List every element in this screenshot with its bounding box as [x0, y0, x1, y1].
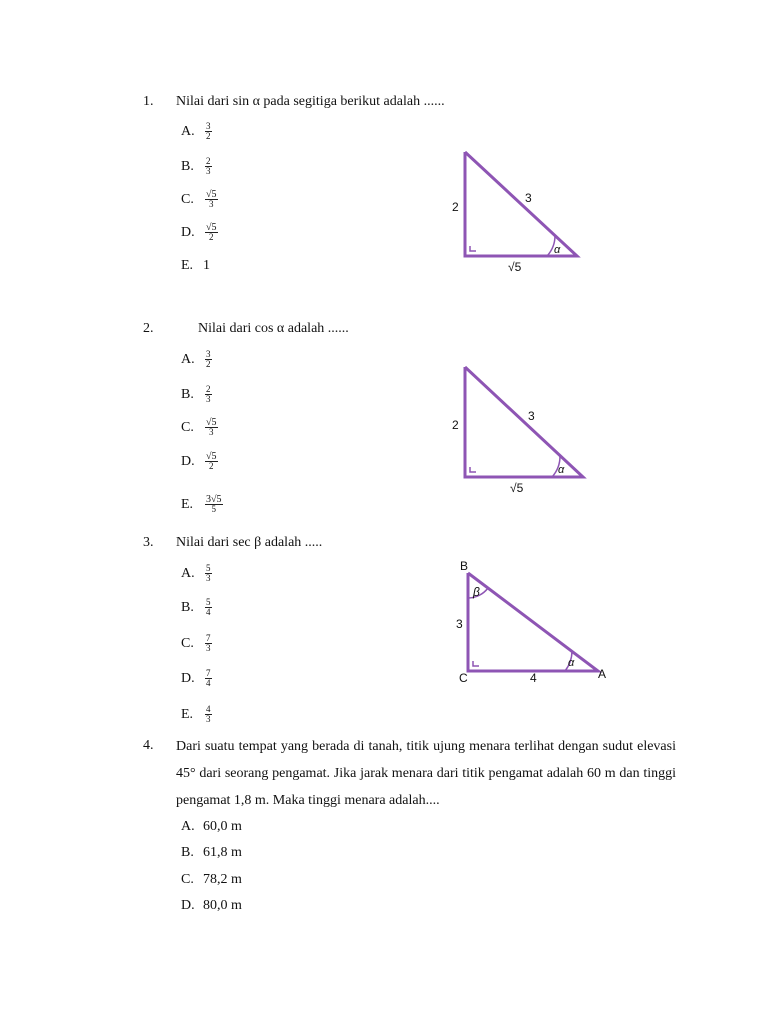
side-label-base: √5: [508, 260, 522, 274]
option-letter: B.: [181, 599, 194, 615]
q2-option-c[interactable]: [181, 418, 218, 437]
q3-triangle-figure: [450, 556, 620, 691]
fraction: $\frac{√5}{3}$: [206, 417, 217, 437]
right-angle-mark: [470, 246, 476, 251]
question-1-text: Nilai dari sin α pada segitiga berikut adalah ......: [176, 94, 445, 109]
q1-option-a[interactable]: [181, 122, 212, 141]
side-label-base: 4: [530, 671, 537, 685]
fraction: $\frac{2}{3}$: [206, 156, 211, 176]
question-2-text: Nilai dari cos α adalah ......: [198, 321, 349, 336]
q1-triangle-figure: [440, 140, 600, 280]
option-letter: A.: [181, 351, 195, 367]
q2-option-d[interactable]: [181, 452, 218, 471]
fraction: $\frac{7}{4}$: [206, 668, 211, 688]
vertex-label-c: C: [459, 671, 468, 685]
angle-label-alpha: α: [558, 464, 565, 476]
q2-triangle-figure: [440, 355, 600, 500]
q3-option-b[interactable]: [181, 598, 212, 617]
triangle-sides: [465, 367, 583, 477]
option-letter: E.: [181, 258, 194, 273]
q2-option-b[interactable]: [181, 385, 212, 404]
option-letter: E.: [181, 496, 194, 512]
option-letter: B.: [181, 845, 194, 860]
vertex-label-a: A: [598, 667, 607, 681]
option-letter: B.: [181, 386, 194, 402]
option-letter: A.: [181, 565, 195, 581]
question-4-number: 4.: [143, 738, 154, 753]
q3-option-e[interactable]: [181, 705, 212, 724]
fraction: $\frac{7}{3}$: [206, 633, 211, 653]
option-letter: C.: [181, 872, 194, 887]
option-letter: D.: [181, 453, 195, 469]
question-3-text: Nilai dari sec β adalah .....: [176, 535, 323, 550]
option-letter: C.: [181, 635, 194, 651]
option-value: 60,0 m: [203, 819, 242, 834]
question-2-number: 2.: [143, 321, 154, 336]
q2-option-e[interactable]: [181, 495, 223, 514]
option-value: 61,8 m: [203, 845, 242, 860]
side-label-vertical: 2: [452, 200, 459, 214]
right-angle-mark: [473, 661, 479, 666]
option-letter: D.: [181, 224, 195, 240]
angle-label-alpha: α: [554, 244, 561, 256]
side-label-vertical: 3: [456, 617, 463, 631]
option-value: 1: [203, 258, 210, 273]
option-letter: C.: [181, 191, 194, 207]
q4-option-c[interactable]: [181, 872, 242, 888]
side-label-hypotenuse: 3: [528, 409, 535, 423]
fraction: $\frac{5}{3}$: [206, 563, 211, 583]
option-letter: B.: [181, 158, 194, 174]
side-label-vertical: 2: [452, 418, 459, 432]
q1-option-b[interactable]: [181, 157, 212, 176]
option-letter: E.: [181, 706, 194, 722]
q3-option-a[interactable]: [181, 564, 212, 583]
option-letter: A.: [181, 123, 195, 139]
fraction: $\frac{5}{4}$: [206, 597, 211, 617]
angle-label-alpha: α: [568, 657, 575, 669]
side-label-hypotenuse: 3: [525, 191, 532, 205]
option-value: 80,0 m: [203, 898, 242, 913]
fraction: $\frac{3}{2}$: [206, 121, 211, 141]
option-value: 78,2 m: [203, 872, 242, 887]
option-letter: D.: [181, 670, 195, 686]
fraction: $\frac{3√5}{5}$: [206, 494, 222, 514]
fraction: $\frac{3}{2}$: [206, 349, 211, 369]
q4-option-a[interactable]: [181, 819, 242, 835]
option-letter: C.: [181, 419, 194, 435]
option-letter: A.: [181, 819, 195, 834]
option-letter: D.: [181, 898, 195, 913]
q3-option-c[interactable]: [181, 634, 212, 653]
q4-option-b[interactable]: [181, 845, 242, 861]
fraction: $\frac{√5}{2}$: [206, 222, 217, 242]
question-4-text: Dari suatu tempat yang berada di tanah, titik ujung menara terlihat dengan sudut elevasi 45° dari seorang pengamat. Jika jarak menara dari titik pengamat adalah 60 m dan tinggi pengamat 1,8 m. Maka tinggi menara adalah....: [176, 739, 676, 808]
angle-label-beta: β: [473, 585, 480, 599]
question-1-number: 1.: [143, 94, 154, 109]
q2-option-a[interactable]: [181, 350, 212, 369]
q1-option-c[interactable]: [181, 190, 218, 209]
question-3-number: 3.: [143, 535, 154, 550]
fraction: $\frac{√5}{3}$: [206, 189, 217, 209]
triangle-sides: [465, 152, 577, 256]
fraction: $\frac{√5}{2}$: [206, 451, 217, 471]
q1-option-d[interactable]: [181, 223, 218, 242]
fraction: $\frac{2}{3}$: [206, 384, 211, 404]
side-label-base: √5: [510, 481, 524, 495]
right-angle-mark: [470, 467, 476, 472]
fraction: $\frac{4}{3}$: [206, 704, 211, 724]
q4-option-d[interactable]: [181, 898, 242, 914]
q1-option-e[interactable]: [181, 258, 210, 274]
vertex-label-b: B: [460, 559, 469, 573]
q3-option-d[interactable]: [181, 669, 212, 688]
